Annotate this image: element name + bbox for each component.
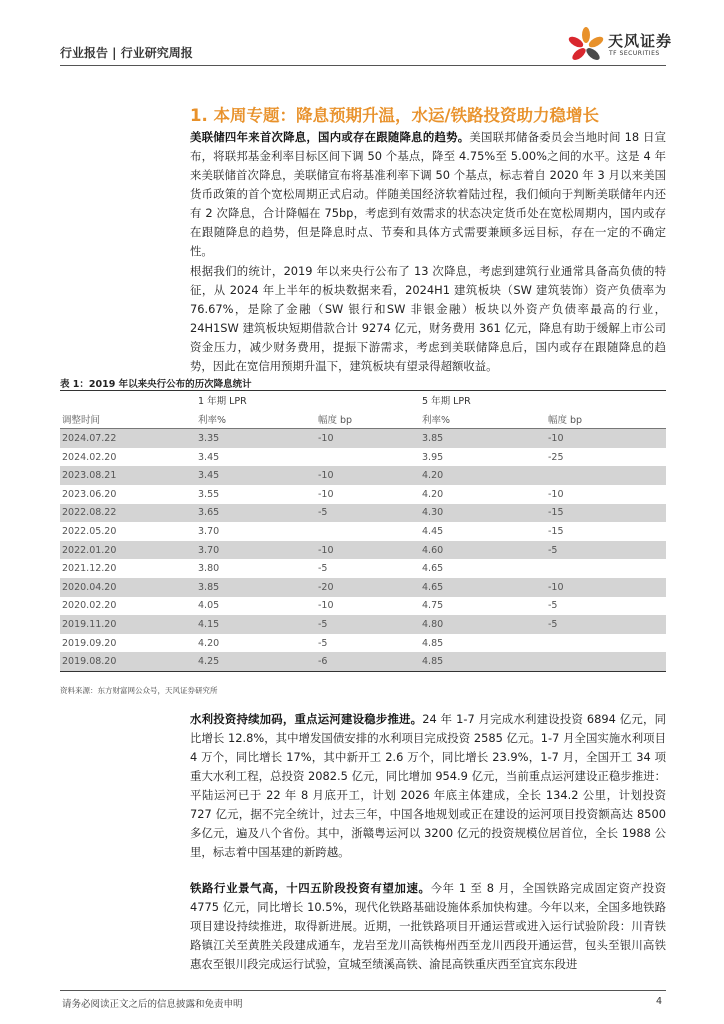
- row-date: 2019.09.20: [62, 637, 117, 649]
- row-1y-rate: 4.15: [198, 615, 318, 634]
- paragraph-text: 根据我们的统计，2019 年以来央行公布了 13 次降息，考虑到建筑行业通常具备高负债的特征，从 2024 年上半年的板块数据来看，2024H1 建筑板块（SW 建筑装饰）资产负债率为 76.67%，是除了金融（SW 银行和SW 非银金融）板块以外资产负债率最高的行业，24H1SW 建筑板块短期借款合计 9274 亿元，财务费用 361 亿元，降息有助于缓解上市公司资金压力，减少财务费用，提振下游需求，考虑到美联储降息后，国内或存在跟随降息的趋势，因此在宽信用预期升温下，建筑板块有望录得超额收益。: [190, 264, 666, 373]
- table-caption: 表 1：2019 年以来央行公布的历次降息统计: [60, 379, 252, 390]
- logo-name-en: TF SECURITIES: [609, 50, 660, 57]
- row-1y-change: -5: [318, 615, 422, 634]
- row-1y-rate: 3.65: [198, 504, 318, 523]
- group-header-1y-lpr: 1 年期 LPR: [198, 396, 247, 408]
- row-date: 2023.08.21: [60, 466, 198, 485]
- row-5y-rate: 4.85: [422, 637, 444, 649]
- row-5y-change: -10: [548, 488, 564, 500]
- table-row: [60, 448, 666, 467]
- row-5y-rate: 4.20: [422, 466, 548, 485]
- table-row: [60, 541, 666, 560]
- row-date: 2022.08.22: [60, 504, 198, 523]
- row-1y-change: -10: [318, 429, 422, 448]
- row-1y-rate: 3.35: [198, 429, 318, 448]
- row-5y-change: -25: [548, 451, 564, 463]
- row-5y-rate: 4.65: [422, 578, 548, 597]
- row-5y-rate: 4.45: [422, 525, 444, 537]
- row-5y-rate: 4.20: [422, 488, 444, 500]
- row-5y-rate: 3.95: [422, 451, 444, 463]
- paragraph-water-conservancy: [190, 710, 666, 862]
- row-1y-change: -20: [318, 578, 422, 597]
- row-1y-change: [318, 522, 422, 541]
- paragraph-lead: 铁路行业景气高，十四五阶段投资有望加速。: [190, 881, 431, 895]
- row-1y-rate: 3.45: [198, 466, 318, 485]
- paragraph-lead: 美联储四年来首次降息，国内或存在跟随降息的趋势。: [190, 130, 470, 144]
- rate-cut-table: [60, 391, 666, 672]
- column-header-5y-change: 幅度 bp: [548, 410, 666, 429]
- row-1y-rate: 4.25: [198, 652, 318, 671]
- logo-name-cn: 天风证券: [608, 32, 673, 50]
- table-row: [60, 615, 666, 634]
- row-date: 2020.02.20: [62, 600, 117, 612]
- table-row: [60, 522, 666, 541]
- paragraph-text: 美国联邦储备委员会当地时间 18 日宣布，将联邦基金利率目标区间下调 50 个基点，降至 4.75%至 5.00%之间的水平。这是 4 年来美联储首次降息，美联储宣布将基准利率下调 50 个基点，标志着自 2020 年 3 月以来美国货币政策的首个宽松周期正式启动。伴随美国经济软着陆过程，我们倾向于判断美联储年内还有 2 次降息，合计降幅在 75bp，考虑到有效需求的状态决定货币处在宽松周期内，国内或存在跟随降息的趋势，但是降息时点、节奏和具体方式需要兼顾多远目标，存在一定的不确定性。: [190, 130, 666, 258]
- table-group-spacer: [60, 391, 198, 410]
- row-1y-change: -10: [318, 466, 422, 485]
- row-5y-change: [548, 466, 666, 485]
- row-1y-rate: 3.80: [198, 563, 220, 575]
- row-1y-rate: 4.05: [198, 600, 220, 612]
- section-title: 1. 本周专题：降息预期升温，水运/铁路投资助力稳增长: [190, 106, 600, 125]
- column-header-1y-rate: 利率%: [198, 410, 318, 429]
- table-row: [60, 597, 666, 616]
- row-5y-rate: 3.85: [422, 429, 548, 448]
- row-5y-change: -10: [548, 578, 666, 597]
- footer-divider: [60, 990, 666, 991]
- row-5y-rate: 4.30: [422, 504, 548, 523]
- column-header-5y-rate: 利率%: [422, 410, 548, 429]
- row-1y-change: -10: [318, 488, 334, 500]
- row-5y-change: [548, 559, 666, 578]
- report-category: 行业报告 | 行业研究周报: [60, 46, 193, 60]
- row-date: 2019.11.20: [60, 615, 198, 634]
- row-1y-change: -6: [318, 652, 422, 671]
- row-5y-change: -15: [548, 525, 564, 537]
- row-date: 2019.08.20: [60, 652, 198, 671]
- row-5y-change: -15: [548, 504, 666, 523]
- table-row: [60, 559, 666, 578]
- table-row: [60, 578, 666, 597]
- row-5y-change: -5: [548, 600, 558, 612]
- table-row: [60, 485, 666, 504]
- row-1y-rate: 4.20: [198, 637, 220, 649]
- footer-disclaimer: 请务必阅读正文之后的信息披露和免责申明: [62, 999, 243, 1010]
- column-header-date: 调整时间: [60, 410, 198, 429]
- paragraph-lead: 水利投资持续加码，重点运河建设稳步推进。: [190, 712, 423, 726]
- row-1y-change: -5: [318, 504, 422, 523]
- table-row: [60, 429, 666, 448]
- row-5y-rate: 4.80: [422, 615, 548, 634]
- row-date: 2023.06.20: [62, 488, 117, 500]
- paragraph-fed-rate-cut: [190, 128, 666, 261]
- row-1y-change: -5: [318, 563, 328, 575]
- row-date: 2020.04.20: [60, 578, 198, 597]
- table-body: [60, 429, 666, 672]
- row-5y-rate: 4.75: [422, 600, 444, 612]
- table-row: [60, 504, 666, 523]
- row-5y-rate: 4.60: [422, 541, 548, 560]
- group-header-5y-lpr: 5 年期 LPR: [422, 396, 471, 408]
- column-header-1y-change: 幅度 bp: [318, 410, 422, 429]
- row-1y-change: -10: [318, 541, 422, 560]
- row-5y-change: -10: [548, 429, 666, 448]
- page-number: 4: [656, 996, 663, 1007]
- table-group-header-row: [60, 391, 666, 410]
- paragraph-railway-investment: [190, 879, 666, 974]
- row-date: 2022.05.20: [62, 525, 117, 537]
- row-1y-change: [318, 448, 422, 467]
- row-1y-change: -5: [318, 637, 328, 649]
- row-1y-rate: 3.85: [198, 578, 318, 597]
- row-1y-rate: 3.70: [198, 541, 318, 560]
- row-1y-rate: 3.70: [198, 525, 220, 537]
- row-date: 2021.12.20: [62, 563, 117, 575]
- row-date: 2024.07.22: [60, 429, 198, 448]
- logo-flower-icon: [566, 26, 606, 66]
- table-source: 资料来源：东方财富网公众号，天风证券研究所: [60, 686, 218, 695]
- row-1y-change: -10: [318, 600, 334, 612]
- row-1y-rate: 3.45: [198, 451, 220, 463]
- table-row: [60, 634, 666, 653]
- company-logo: [566, 26, 676, 66]
- paragraph-text: 今年 1 至 8 月，全国铁路完成固定资产投资 4775 亿元，同比增长 10.5%，现代化铁路基础设施体系加快构建。今年以来，全国多地铁路项目建设持续推进，取得新进展。近期，一批铁路项目开通运营或进入运行试验阶段：川青铁路镇江关至黄胜关段建成通车，龙岩至龙川高铁梅州西至龙川西段开通运营，包头至银川高铁惠农至银川段完成运行试验，宣城至绩溪高铁、渝昆高铁重庆西至宜宾东段进: [190, 881, 666, 971]
- row-5y-rate: 4.85: [422, 652, 548, 671]
- table-column-header-row: [60, 410, 666, 429]
- paragraph-rate-cut-statistics: [190, 262, 666, 376]
- table-row: [60, 466, 666, 485]
- table-row: [60, 652, 666, 671]
- row-5y-change: -5: [548, 615, 666, 634]
- row-5y-change: [548, 652, 666, 671]
- row-date: 2024.02.20: [62, 451, 117, 463]
- row-1y-rate: 3.55: [198, 488, 220, 500]
- row-5y-change: -5: [548, 541, 666, 560]
- row-date: 2022.01.20: [60, 541, 198, 560]
- row-5y-change: [548, 634, 666, 653]
- row-5y-rate: 4.65: [422, 563, 444, 575]
- paragraph-text: 24 年 1-7 月完成水利建设投资 6894 亿元，同比增长 12.8%，其中增发国债安排的水利项目完成投资 2585 亿元。1-7 月全国实施水利项目 4 万个，同比增长 17%，其中新开工 2.6 万个，同比增长 23.9%，1-7 月，全国开工 34 项重大水利工程，总投资 2082.5 亿元，同比增加 954.9 亿元，当前重点运河建设正稳步推进：平陆运河已于 22 年 8 月底开工，计划 2026 年底主体建成，全长 134.2 公里，计划投资 727 亿元，据不完全统计，过去三年，中国各地规划或正在建设的运河项目投资额高达 8500 多亿元，遍及八个省份。其中，浙赣粤运河以 3200 亿元的投资规模位居首位，全长 1988 公里，标志着中国基建的新跨越。: [190, 712, 666, 859]
